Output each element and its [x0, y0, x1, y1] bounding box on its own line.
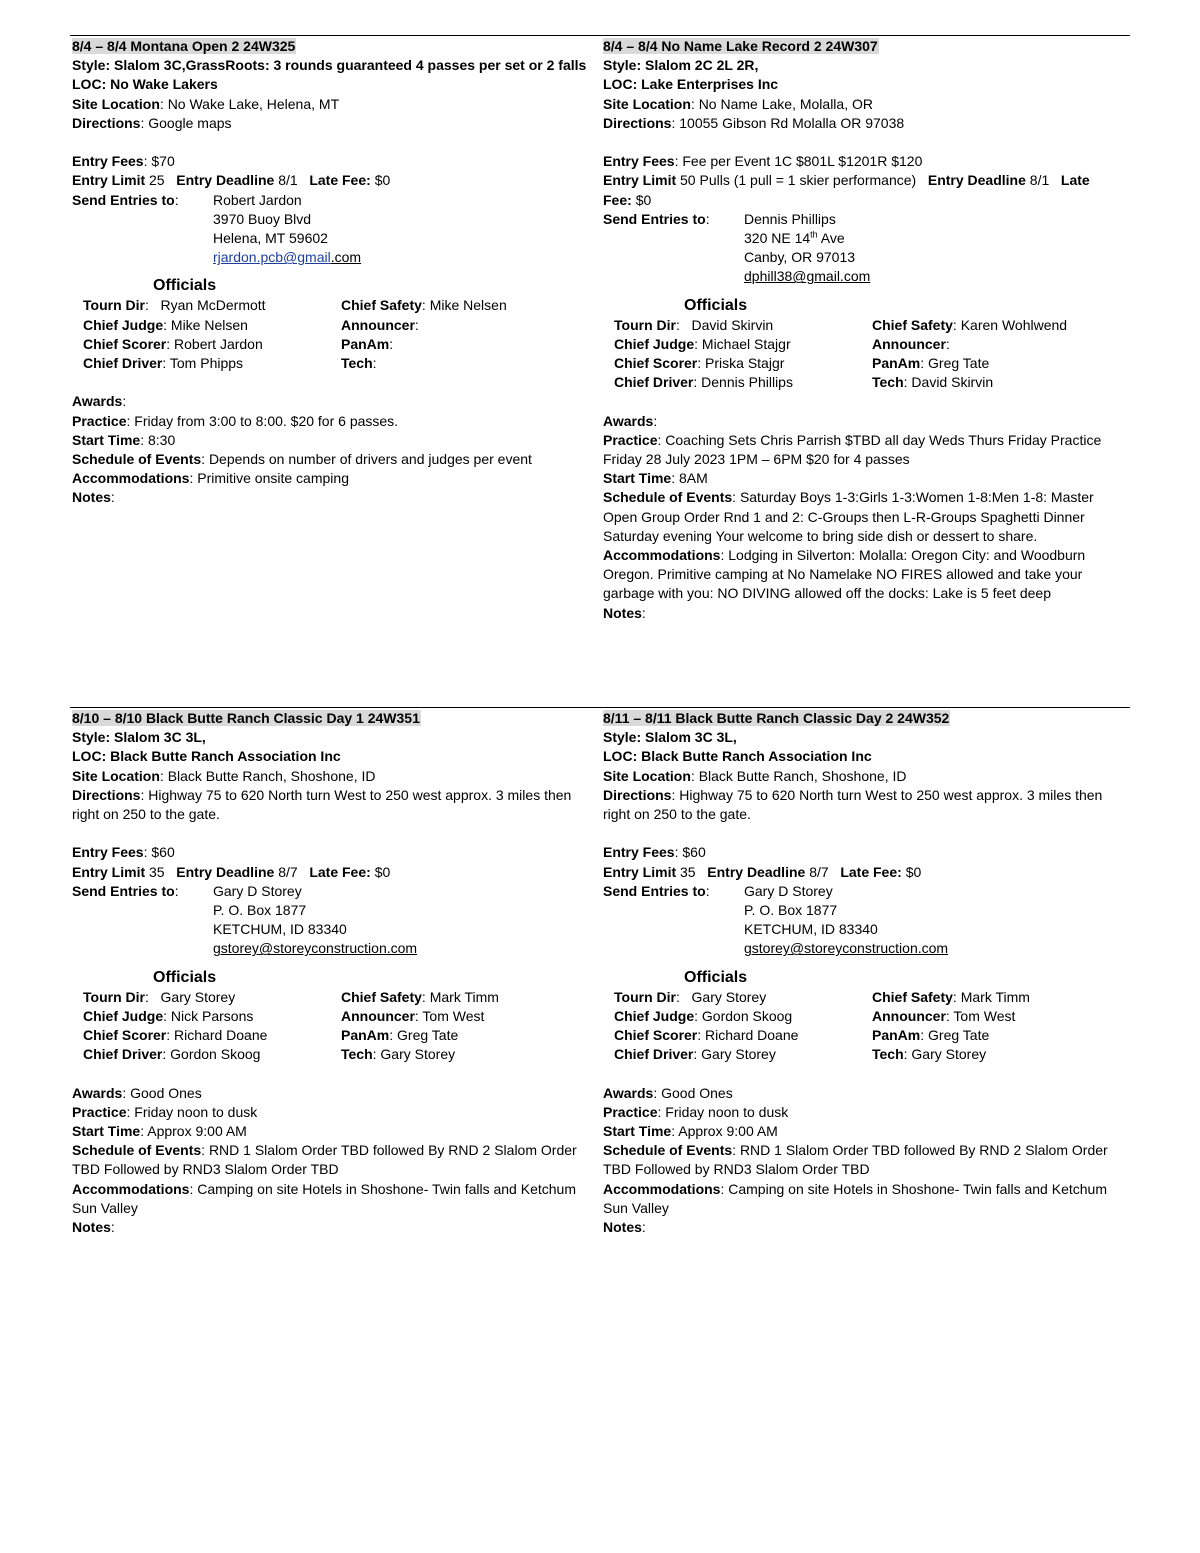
deadline-value: 8/1	[1029, 172, 1050, 189]
awards-value: Good Ones	[661, 1084, 733, 1101]
officials-grid: Tourn Dir: Gary Storey Chief Safety: Mark Timm Chief Judge: Nick Parsons Announcer: Tom West Chief Scorer: Richard Doane PanAm: Greg Tate Chief Driver: Gordon Skoog Tech: Gary Storey	[83, 988, 499, 1063]
chief-safety-label: Chief Safety	[872, 316, 953, 333]
officials-heading: Officials	[684, 968, 748, 986]
email-link[interactable]: dphill38@gmail.com	[744, 268, 871, 285]
limit-value: 35	[680, 863, 696, 880]
directions-value: 10055 Gibson Rd Molalla OR 97038	[679, 114, 905, 131]
announcer-label: Announcer	[872, 1007, 946, 1024]
email-link-suffix[interactable]: .com	[330, 249, 362, 266]
chief-driver-label: Chief Driver	[83, 355, 163, 372]
chief-scorer-value: Robert Jardon	[174, 335, 263, 352]
event-title: 8/11 – 8/11 Black Butte Ranch Classic Day 2 24W352	[603, 710, 950, 726]
practice-value: Friday noon to dusk	[134, 1103, 258, 1120]
directions-label: Directions	[603, 786, 672, 803]
tourn-dir-label: Tourn Dir	[83, 297, 145, 314]
chief-driver-label: Chief Driver	[83, 1046, 163, 1063]
chief-judge-label: Chief Judge	[614, 1007, 695, 1024]
officials-heading: Officials	[684, 296, 748, 314]
latefee-value: $0	[635, 191, 652, 208]
notes-label: Notes	[72, 489, 111, 506]
chief-judge-value: Nick Parsons	[170, 1007, 254, 1024]
site-label: Site Location	[603, 767, 691, 784]
chief-judge-value: Michael Stajgr	[701, 335, 791, 352]
send-label: Send Entries to	[603, 210, 706, 227]
panam-value: Greg Tate	[928, 1027, 990, 1044]
chief-scorer-label: Chief Scorer	[83, 1027, 167, 1044]
address-street: P. O. Box 1877	[213, 902, 307, 919]
accom-value: Camping on site Hotels in Shoshone- Twin falls and Ketchum Sun Valley	[603, 1180, 1107, 1216]
tech-value: David Skirvin	[911, 374, 994, 391]
loc-label: LOC	[603, 748, 633, 765]
middle-rule	[70, 707, 1130, 708]
style-label: Style:	[603, 729, 642, 746]
awards-label: Awards	[72, 393, 123, 410]
chief-driver-label: Chief Driver	[614, 1046, 694, 1063]
address-name: Dennis Phillips	[744, 210, 836, 227]
chief-scorer-value: Richard Doane	[705, 1027, 799, 1044]
loc-value: No Wake Lakers	[110, 76, 218, 93]
latefee-value: $0	[905, 863, 922, 880]
notes-label: Notes	[72, 1219, 111, 1236]
announcer-label: Announcer	[872, 335, 946, 352]
top-rule	[70, 35, 1130, 36]
chief-safety-value: Mark Timm	[960, 988, 1030, 1005]
chief-safety-value: Karen Wohlwend	[960, 316, 1068, 333]
chief-safety-label: Chief Safety	[341, 988, 422, 1005]
address-street: P. O. Box 1877	[744, 902, 838, 919]
latefee-value: $0	[374, 172, 391, 189]
tourn-dir-label: Tourn Dir	[614, 988, 676, 1005]
event-title: 8/4 – 8/4 No Name Lake Record 2 24W307	[603, 38, 878, 54]
announcer-label: Announcer	[341, 1007, 415, 1024]
latefee-label: Late Fee:	[840, 863, 902, 880]
start-label: Start Time	[72, 1123, 141, 1140]
chief-scorer-label: Chief Scorer	[614, 1027, 698, 1044]
event-title: 8/10 – 8/10 Black Butte Ranch Classic Day 1 24W351	[72, 710, 420, 726]
limit-value: 50 Pulls (1 pull = 1 skier performance)	[680, 172, 917, 189]
tourn-dir-value: Gary Storey	[160, 988, 236, 1005]
directions-label: Directions	[72, 786, 141, 803]
accom-label: Accommodations	[72, 470, 190, 487]
accom-label: Accommodations	[603, 547, 721, 564]
tourn-dir-label: Tourn Dir	[614, 316, 676, 333]
fees-label: Entry Fees	[603, 153, 675, 170]
chief-driver-label: Chief Driver	[614, 374, 694, 391]
practice-label: Practice	[603, 1103, 658, 1120]
directions-label: Directions	[72, 114, 141, 131]
chief-judge-value: Gordon Skoog	[701, 1007, 793, 1024]
awards-label: Awards	[603, 1084, 654, 1101]
awards-label: Awards	[72, 1084, 123, 1101]
accom-label: Accommodations	[72, 1180, 190, 1197]
address-name: Gary D Storey	[744, 882, 833, 899]
loc-value: Black Butte Ranch Association Inc	[641, 748, 872, 765]
schedule-label: Schedule of Events	[72, 451, 202, 468]
start-value: 8AM	[679, 470, 708, 487]
style-label: Style:	[72, 729, 111, 746]
schedule-value: Saturday Boys 1-3:Girls 1-3:Women 1-8:Men 1-8: Master Open Group Order Rnd 1 and 2: C-Groups then L-R-Groups Spaghetti Dinner Saturday evening Your welcome to bring side dish or dessert to share.	[603, 489, 1094, 544]
chief-driver-value: Dennis Phillips	[701, 374, 793, 391]
event-block-black-butte-day2: 8/11 – 8/11 Black Butte Ranch Classic Day 2 24W352 Style: Slalom 3C 3L, LOC: Black Butte Ranch Association Inc Site Location: Black Butte Ranch, Shoshone, ID Directions: Highway 75 to 620 North turn West to 250 west approx. 3 miles then right on 250 to the gate. Entry Fees: $60 Entry Limit 35 Entry Deadline 8/7 Late Fee: $0 Send Entries to: Gary D Storey P. O. Box 1877 KETCHUM, ID 83340 gstorey@storeyconstruction.com Officials Tourn Dir: Gary Storey Chief Safety: Mark Timm Chief Judge: Gordon Skoog Announcer: Tom West Chief Scorer: Richard Doane PanAm: Greg Tate Chief Driver: Gary Storey Tech: Gary Storey Awards: Good Ones Practice: Friday noon to dusk Start Time: Approx 9:00 AM Schedule of Events: RND 1 Slalom Order TBD followed By RND 2 Slalom Order TBD Followed by RND3 Slalom Order TBD Accommodations: Camping on site Hotels in Shoshone- Twin falls and Ketchum Sun Valley Notes:	[603, 709, 1119, 1237]
latefee-label: Late Fee:	[309, 863, 371, 880]
chief-safety-label: Chief Safety	[872, 988, 953, 1005]
awards-label: Awards	[603, 412, 654, 429]
deadline-value: 8/7	[278, 863, 298, 880]
latefee-value: $0	[374, 863, 391, 880]
schedule-value: Depends on number of drivers and judges per event	[208, 451, 532, 468]
limit-label: Entry Limit	[603, 172, 677, 189]
announcer-value: Tom West	[953, 1007, 1016, 1024]
panam-label: PanAm	[872, 355, 921, 372]
practice-label: Practice	[603, 431, 658, 448]
deadline-value: 8/1	[278, 172, 298, 189]
directions-label: Directions	[603, 114, 672, 131]
officials-grid: Tourn Dir: Gary Storey Chief Safety: Mark Timm Chief Judge: Gordon Skoog Announcer: Tom West Chief Scorer: Richard Doane PanAm: Greg Tate Chief Driver: Gary Storey Tech: Gary Storey	[614, 988, 1030, 1063]
start-label: Start Time	[72, 431, 141, 448]
site-label: Site Location	[72, 767, 160, 784]
tech-value: Gary Storey	[380, 1046, 456, 1063]
email-link[interactable]: rjardon.pcb@gmail	[213, 249, 331, 266]
tech-label: Tech	[872, 1046, 904, 1063]
officials-heading: Officials	[153, 277, 217, 295]
tech-label: Tech	[341, 1046, 373, 1063]
fees-label: Entry Fees	[603, 844, 675, 861]
address-street-suffix: th	[810, 229, 818, 240]
start-value: Approx 9:00 AM	[678, 1123, 778, 1140]
deadline-label: Entry Deadline	[707, 863, 806, 880]
schedule-value: RND 1 Slalom Order TBD followed By RND 2 Slalom Order TBD Followed by RND3 Slalom Order TBD	[72, 1142, 577, 1178]
chief-scorer-label: Chief Scorer	[83, 335, 167, 352]
schedule-label: Schedule of Events	[603, 489, 733, 506]
tech-label: Tech	[872, 374, 904, 391]
tourn-dir-value: David Skirvin	[691, 316, 774, 333]
limit-value: 25	[149, 172, 165, 189]
send-label: Send Entries to	[72, 882, 175, 899]
tech-value: Gary Storey	[911, 1046, 987, 1063]
start-value: Approx 9:00 AM	[147, 1123, 247, 1140]
chief-judge-label: Chief Judge	[83, 316, 164, 333]
loc-label: LOC	[72, 76, 102, 93]
event-block-no-name-lake: 8/4 – 8/4 No Name Lake Record 2 24W307 Style: Slalom 2C 2L 2R, LOC: Lake Enterprises Inc Site Location: No Name Lake, Molalla, OR Directions: 10055 Gibson Rd Molalla OR 97038 Entry Fees: Fee per Event 1C $801L $1201R $120 Entry Limit 50 Pulls (1 pull = 1 skier performance) Entry Deadline 8/1 Late Fee: $0 Send Entries to: Dennis Phillips 320 NE 14th Ave Canby, OR 97013 dphill38@gmail.com Officials Tourn Dir: David Skirvin Chief Safety: Karen Wohlwend Chief Judge: Michael Stajgr Announcer: Chief Scorer: Priska Stajgr PanAm: Greg Tate Chief Driver: Dennis Phillips Tech: David Skirvin Awards: Practice: Coaching Sets Chris Parrish $TBD all day Weds Thurs Friday Practice Friday 28 July 2023 1PM – 6PM $20 for 4 passes Start Time: 8AM Schedule of Events: Saturday Boys 1-3:Girls 1-3:Women 1-8:Men 1-8: Master Open Group Order Rnd 1 and 2: C-Groups then L-R-Groups Spaghetti Dinner Saturday evening Your welcome to bring side dish or dessert to share. Accommodations: Lodging in Silverton: Molalla: Oregon City: and Woodburn Oregon. Primitive camping at No Namelake NO FIRES allowed and take your garbage with you: NO DIVING allowed off the docks: Lake is 5 feet deep Notes:	[603, 37, 1119, 623]
directions-value: Highway 75 to 620 North turn West to 250 west approx. 3 miles then right on 250 to the gate.	[72, 786, 572, 823]
chief-safety-label: Chief Safety	[341, 297, 422, 314]
site-value: Black Butte Ranch, Shoshone, ID	[167, 767, 376, 784]
site-value: No Name Lake, Molalla, OR	[698, 95, 873, 112]
officials-grid: Tourn Dir: Ryan McDermott Chief Safety: Mike Nelsen Chief Judge: Mike Nelsen Announcer: Chief Scorer: Robert Jardon PanAm: Chief Driver: Tom Phipps Tech:	[83, 297, 507, 372]
tech-label: Tech	[341, 355, 373, 372]
accom-value: Camping on site Hotels in Shoshone- Twin falls and Ketchum Sun Valley	[72, 1180, 576, 1216]
panam-value: Greg Tate	[397, 1027, 459, 1044]
practice-value: Coaching Sets Chris Parrish $TBD all day Weds Thurs Friday Practice Friday 28 July 2023 1PM – 6PM $20 for 4 passes	[603, 431, 1102, 468]
style-label: Style:	[603, 57, 642, 74]
schedule-label: Schedule of Events	[72, 1142, 202, 1159]
address-name: Gary D Storey	[213, 882, 302, 899]
practice-label: Practice	[72, 412, 127, 429]
accom-label: Accommodations	[603, 1180, 721, 1197]
start-label: Start Time	[603, 470, 672, 487]
announcer-value: Tom West	[422, 1007, 485, 1024]
schedule-value: RND 1 Slalom Order TBD followed By RND 2 Slalom Order TBD Followed by RND3 Slalom Order TBD	[603, 1142, 1108, 1178]
site-value: Black Butte Ranch, Shoshone, ID	[698, 767, 907, 784]
panam-label: PanAm	[341, 335, 390, 352]
loc-label: LOC	[72, 748, 102, 765]
start-value: 8:30	[148, 431, 176, 448]
site-label: Site Location	[603, 95, 691, 112]
latefee-label: Late Fee:	[603, 172, 1090, 208]
event-block-montana-open: 8/4 – 8/4 Montana Open 2 24W325 Style: Slalom 3C,GrassRoots: 3 rounds guaranteed 4 passes per set or 2 falls LOC: No Wake Lakers Site Location: No Wake Lake, Helena, MT Directions: Google maps Entry Fees: $70 Entry Limit 25 Entry Deadline 8/1 Late Fee: $0 Send Entries to: Robert Jardon 3970 Buoy Blvd Helena, MT 59602 rjardon.pcb@gmail.com Officials Tourn Dir: Ryan McDermott Chief Safety: Mike Nelsen Chief Judge: Mike Nelsen Announcer: Chief Scorer: Robert Jardon PanAm: Chief Driver: Tom Phipps Tech: Awards: Practice: Friday from 3:00 to 8:00. $20 for 6 passes. Start Time: 8:30 Schedule of Events: Depends on number of drivers and judges per event Accommodations: Primitive onsite camping Notes:	[72, 38, 587, 506]
deadline-label: Entry Deadline	[927, 172, 1026, 189]
address-city: KETCHUM, ID 83340	[213, 921, 347, 938]
announcer-label: Announcer	[341, 316, 415, 333]
event-block-black-butte-day1: 8/10 – 8/10 Black Butte Ranch Classic Day 1 24W351 Style: Slalom 3C 3L, LOC: Black Butte Ranch Association Inc Site Location: Black Butte Ranch, Shoshone, ID Directions: Highway 75 to 620 North turn West to 250 west approx. 3 miles then right on 250 to the gate. Entry Fees: $60 Entry Limit 35 Entry Deadline 8/7 Late Fee: $0 Send Entries to: Gary D Storey P. O. Box 1877 KETCHUM, ID 83340 gstorey@storeyconstruction.com Officials Tourn Dir: Gary Storey Chief Safety: Mark Timm Chief Judge: Nick Parsons Announcer: Tom West Chief Scorer: Richard Doane PanAm: Greg Tate Chief Driver: Gordon Skoog Tech: Gary Storey Awards: Good Ones Practice: Friday noon to dusk Start Time: Approx 9:00 AM Schedule of Events: RND 1 Slalom Order TBD followed By RND 2 Slalom Order TBD Followed by RND3 Slalom Order TBD Accommodations: Camping on site Hotels in Shoshone- Twin falls and Ketchum Sun Valley Notes:	[72, 709, 588, 1237]
style-label: Style:	[72, 57, 111, 74]
style-value: Slalom 3C 3L,	[114, 729, 206, 746]
address-street-end: Ave	[817, 230, 845, 247]
site-value: No Wake Lake, Helena, MT	[167, 95, 340, 112]
fees-label: Entry Fees	[72, 844, 144, 861]
email-link[interactable]: gstorey@storeyconstruction.com	[213, 940, 418, 957]
awards-value: Good Ones	[130, 1084, 202, 1101]
tourn-dir-value: Ryan McDermott	[160, 297, 266, 314]
limit-label: Entry Limit	[72, 863, 146, 880]
limit-value: 35	[149, 863, 165, 880]
fees-value: $60	[151, 844, 175, 861]
fees-value: Fee per Event 1C $801L $1201R $120	[682, 153, 923, 170]
deadline-label: Entry Deadline	[176, 172, 275, 189]
latefee-label: Late Fee:	[309, 172, 371, 189]
directions-value: Google maps	[148, 114, 232, 131]
chief-scorer-label: Chief Scorer	[614, 355, 698, 372]
email-link[interactable]: gstorey@storeyconstruction.com	[744, 940, 949, 957]
tourn-dir-label: Tourn Dir	[83, 988, 145, 1005]
accom-value: Lodging in Silverton: Molalla: Oregon City: and Woodburn Oregon. Primitive camping at No Namelake NO FIRES allowed and take your garbage with you: NO DIVING allowed off the docks: Lake is 5 feet deep	[603, 547, 1086, 602]
deadline-value: 8/7	[809, 863, 829, 880]
chief-judge-label: Chief Judge	[614, 335, 695, 352]
panam-value: Greg Tate	[928, 355, 990, 372]
style-value: Slalom 3C 3L,	[645, 729, 737, 746]
address-city: Canby, OR 97013	[744, 249, 856, 266]
deadline-label: Entry Deadline	[176, 863, 275, 880]
style-value: Slalom 2C 2L 2R,	[645, 57, 759, 74]
address-street: 3970 Buoy Blvd	[213, 210, 312, 227]
officials-heading: Officials	[153, 968, 217, 986]
style-value: Slalom 3C,GrassRoots: 3 rounds guaranteed 4 passes per set or 2 falls	[114, 57, 587, 74]
loc-value: Lake Enterprises Inc	[641, 76, 779, 93]
event-title: 8/4 – 8/4 Montana Open 2 24W325	[72, 38, 296, 54]
chief-judge-value: Mike Nelsen	[170, 316, 248, 333]
chief-driver-value: Gary Storey	[701, 1046, 776, 1063]
chief-driver-value: Gordon Skoog	[170, 1046, 261, 1063]
chief-driver-value: Tom Phipps	[169, 355, 244, 372]
address-city: KETCHUM, ID 83340	[744, 921, 878, 938]
practice-label: Practice	[72, 1103, 127, 1120]
start-label: Start Time	[603, 1123, 672, 1140]
address-city: Helena, MT 59602	[213, 230, 328, 247]
site-label: Site Location	[72, 95, 160, 112]
loc-label: LOC	[603, 76, 633, 93]
send-label: Send Entries to	[72, 191, 175, 208]
address-street: 320 NE 14	[744, 230, 811, 247]
practice-value: Friday noon to dusk	[665, 1103, 789, 1120]
directions-value: Highway 75 to 620 North turn West to 250 west approx. 3 miles then right on 250 to the gate.	[603, 786, 1103, 823]
panam-label: PanAm	[872, 1027, 921, 1044]
fees-value: $60	[682, 844, 706, 861]
notes-label: Notes	[603, 1219, 642, 1236]
chief-safety-value: Mark Timm	[429, 988, 499, 1005]
chief-judge-label: Chief Judge	[83, 1007, 164, 1024]
send-label: Send Entries to	[603, 882, 706, 899]
accom-value: Primitive onsite camping	[197, 470, 349, 487]
fees-value: $70	[151, 153, 175, 170]
chief-scorer-value: Priska Stajgr	[705, 355, 785, 372]
limit-label: Entry Limit	[603, 863, 677, 880]
panam-label: PanAm	[341, 1027, 390, 1044]
loc-value: Black Butte Ranch Association Inc	[110, 748, 341, 765]
fees-label: Entry Fees	[72, 153, 144, 170]
officials-grid: Tourn Dir: David Skirvin Chief Safety: Karen Wohlwend Chief Judge: Michael Stajgr Announcer: Chief Scorer: Priska Stajgr PanAm: Greg Tate Chief Driver: Dennis Phillips Tech: David Skirvin	[614, 316, 1068, 391]
limit-label: Entry Limit	[72, 172, 146, 189]
tourn-dir-value: Gary Storey	[691, 988, 767, 1005]
address-name: Robert Jardon	[213, 191, 302, 208]
practice-value: Friday from 3:00 to 8:00. $20 for 6 passes.	[134, 412, 399, 429]
chief-safety-value: Mike Nelsen	[429, 297, 507, 314]
notes-label: Notes	[603, 604, 642, 621]
schedule-label: Schedule of Events	[603, 1142, 733, 1159]
chief-scorer-value: Richard Doane	[174, 1027, 268, 1044]
